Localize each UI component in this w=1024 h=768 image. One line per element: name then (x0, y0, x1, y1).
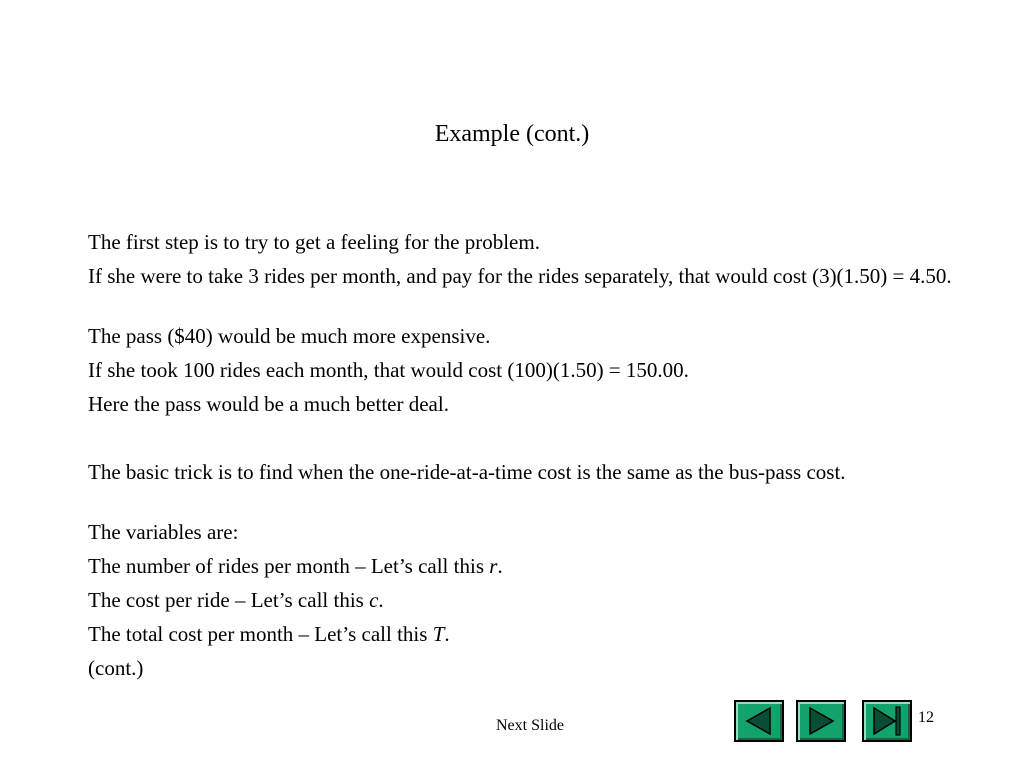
paragraph-4: If she took 100 rides each month, that would cost (100)(1.50) = 150.00. (88, 358, 689, 382)
paragraph-9-text: The cost per ride – Let’s call this (88, 588, 370, 612)
skip-to-end-icon (864, 702, 910, 740)
next-slide-button[interactable] (796, 700, 846, 742)
paragraph-11: (cont.) (88, 656, 144, 680)
paragraph-6: The basic trick is to find when the one-ride-at-a-time cost is the same as the bus-pass cost. (88, 460, 846, 484)
triangle-right-icon (798, 702, 844, 740)
paragraph-2: If she were to take 3 rides per month, and pay for the rides separately, that would cost (3)(1.50) = 4.50. (88, 264, 952, 288)
variable-t: T (432, 622, 445, 646)
paragraph-7: The variables are: (88, 520, 239, 544)
paragraph-8 (88, 553, 970, 579)
previous-slide-button[interactable] (734, 700, 784, 742)
variable-c: c (369, 588, 379, 612)
triangle-left-icon (736, 702, 782, 740)
variable-r: r (489, 554, 498, 578)
slide-title: Example (cont.) (434, 121, 590, 147)
paragraph-1: The first step is to try to get a feeling for the problem. (88, 230, 540, 254)
paragraph-10 (88, 621, 970, 647)
paragraph-9-end: . (378, 588, 384, 612)
paragraph-10-text: The total cost per month – Let’s call this (88, 622, 433, 646)
next-slide-link[interactable]: Next Slide (496, 717, 564, 734)
last-slide-button[interactable] (862, 700, 912, 742)
paragraph-8-text: The number of rides per month – Let’s call this (88, 554, 490, 578)
paragraph-9 (88, 587, 970, 613)
page-number: 12 (918, 709, 934, 726)
paragraph-8-end: . (497, 554, 503, 578)
paragraph-10-end: . (444, 622, 450, 646)
paragraph-5: Here the pass would be a much better deal. (88, 392, 449, 416)
paragraph-3: The pass ($40) would be much more expensive. (88, 324, 491, 348)
